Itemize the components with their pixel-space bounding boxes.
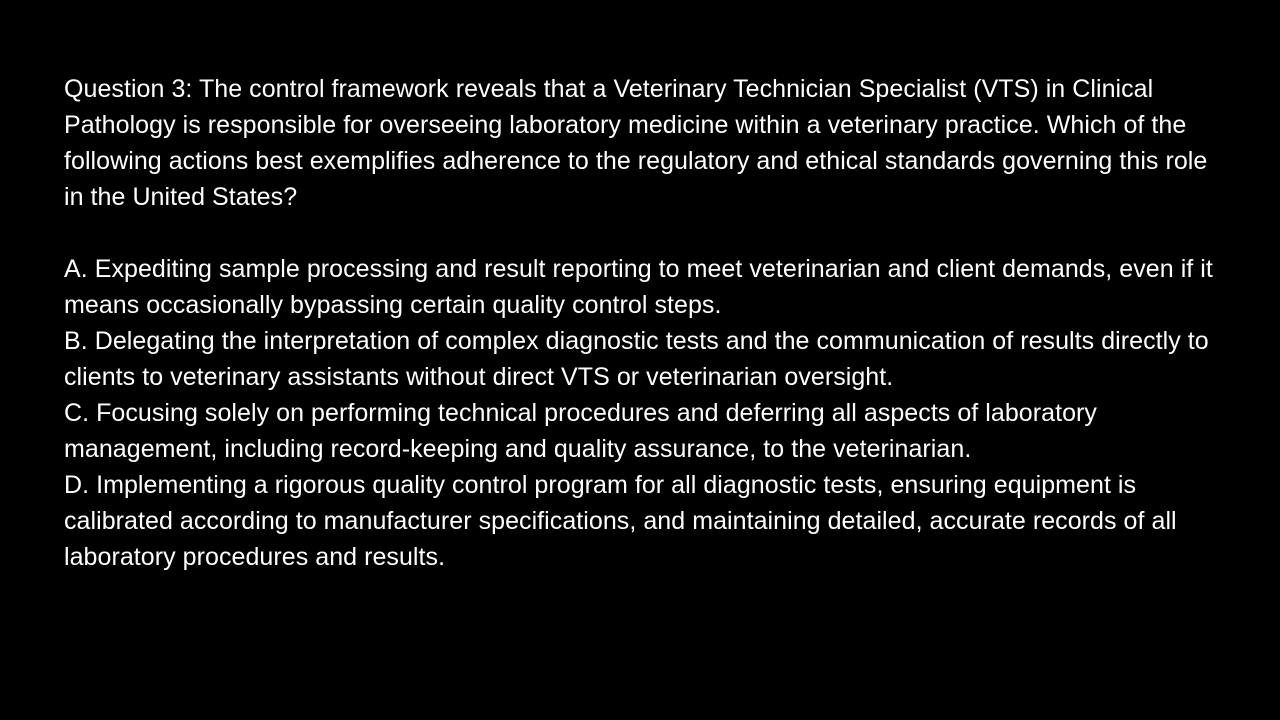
question-text: Question 3: The control framework reveals that a Veterinary Technician Specialist (VTS) in Clinical Pathology is responsible for overseeing laboratory medicine within a veterinary practice. Which of the following actions best exemplifies adherence to the regulatory and ethical standards governing this role in the United States? [64,75,1208,211]
question-spacer [64,215,1224,251]
option-c: C. Focusing solely on performing technical procedures and deferring all aspects of laboratory management, including record-keeping and quality assurance, to the veterinarian. [64,399,1097,463]
question-content [64,71,1224,575]
answer-options [64,251,1224,575]
option-b: B. Delegating the interpretation of complex diagnostic tests and the communication of results directly to clients to veterinary assistants without direct VTS or veterinarian oversight. [64,327,1209,391]
option-a: A. Expediting sample processing and result reporting to meet veterinarian and client demands, even if it means occasionally bypassing certain quality control steps. [64,255,1213,319]
option-d: D. Implementing a rigorous quality control program for all diagnostic tests, ensuring equipment is calibrated according to manufacturer specifications, and maintaining detailed, accurate records of all laboratory procedures and results. [64,471,1177,571]
